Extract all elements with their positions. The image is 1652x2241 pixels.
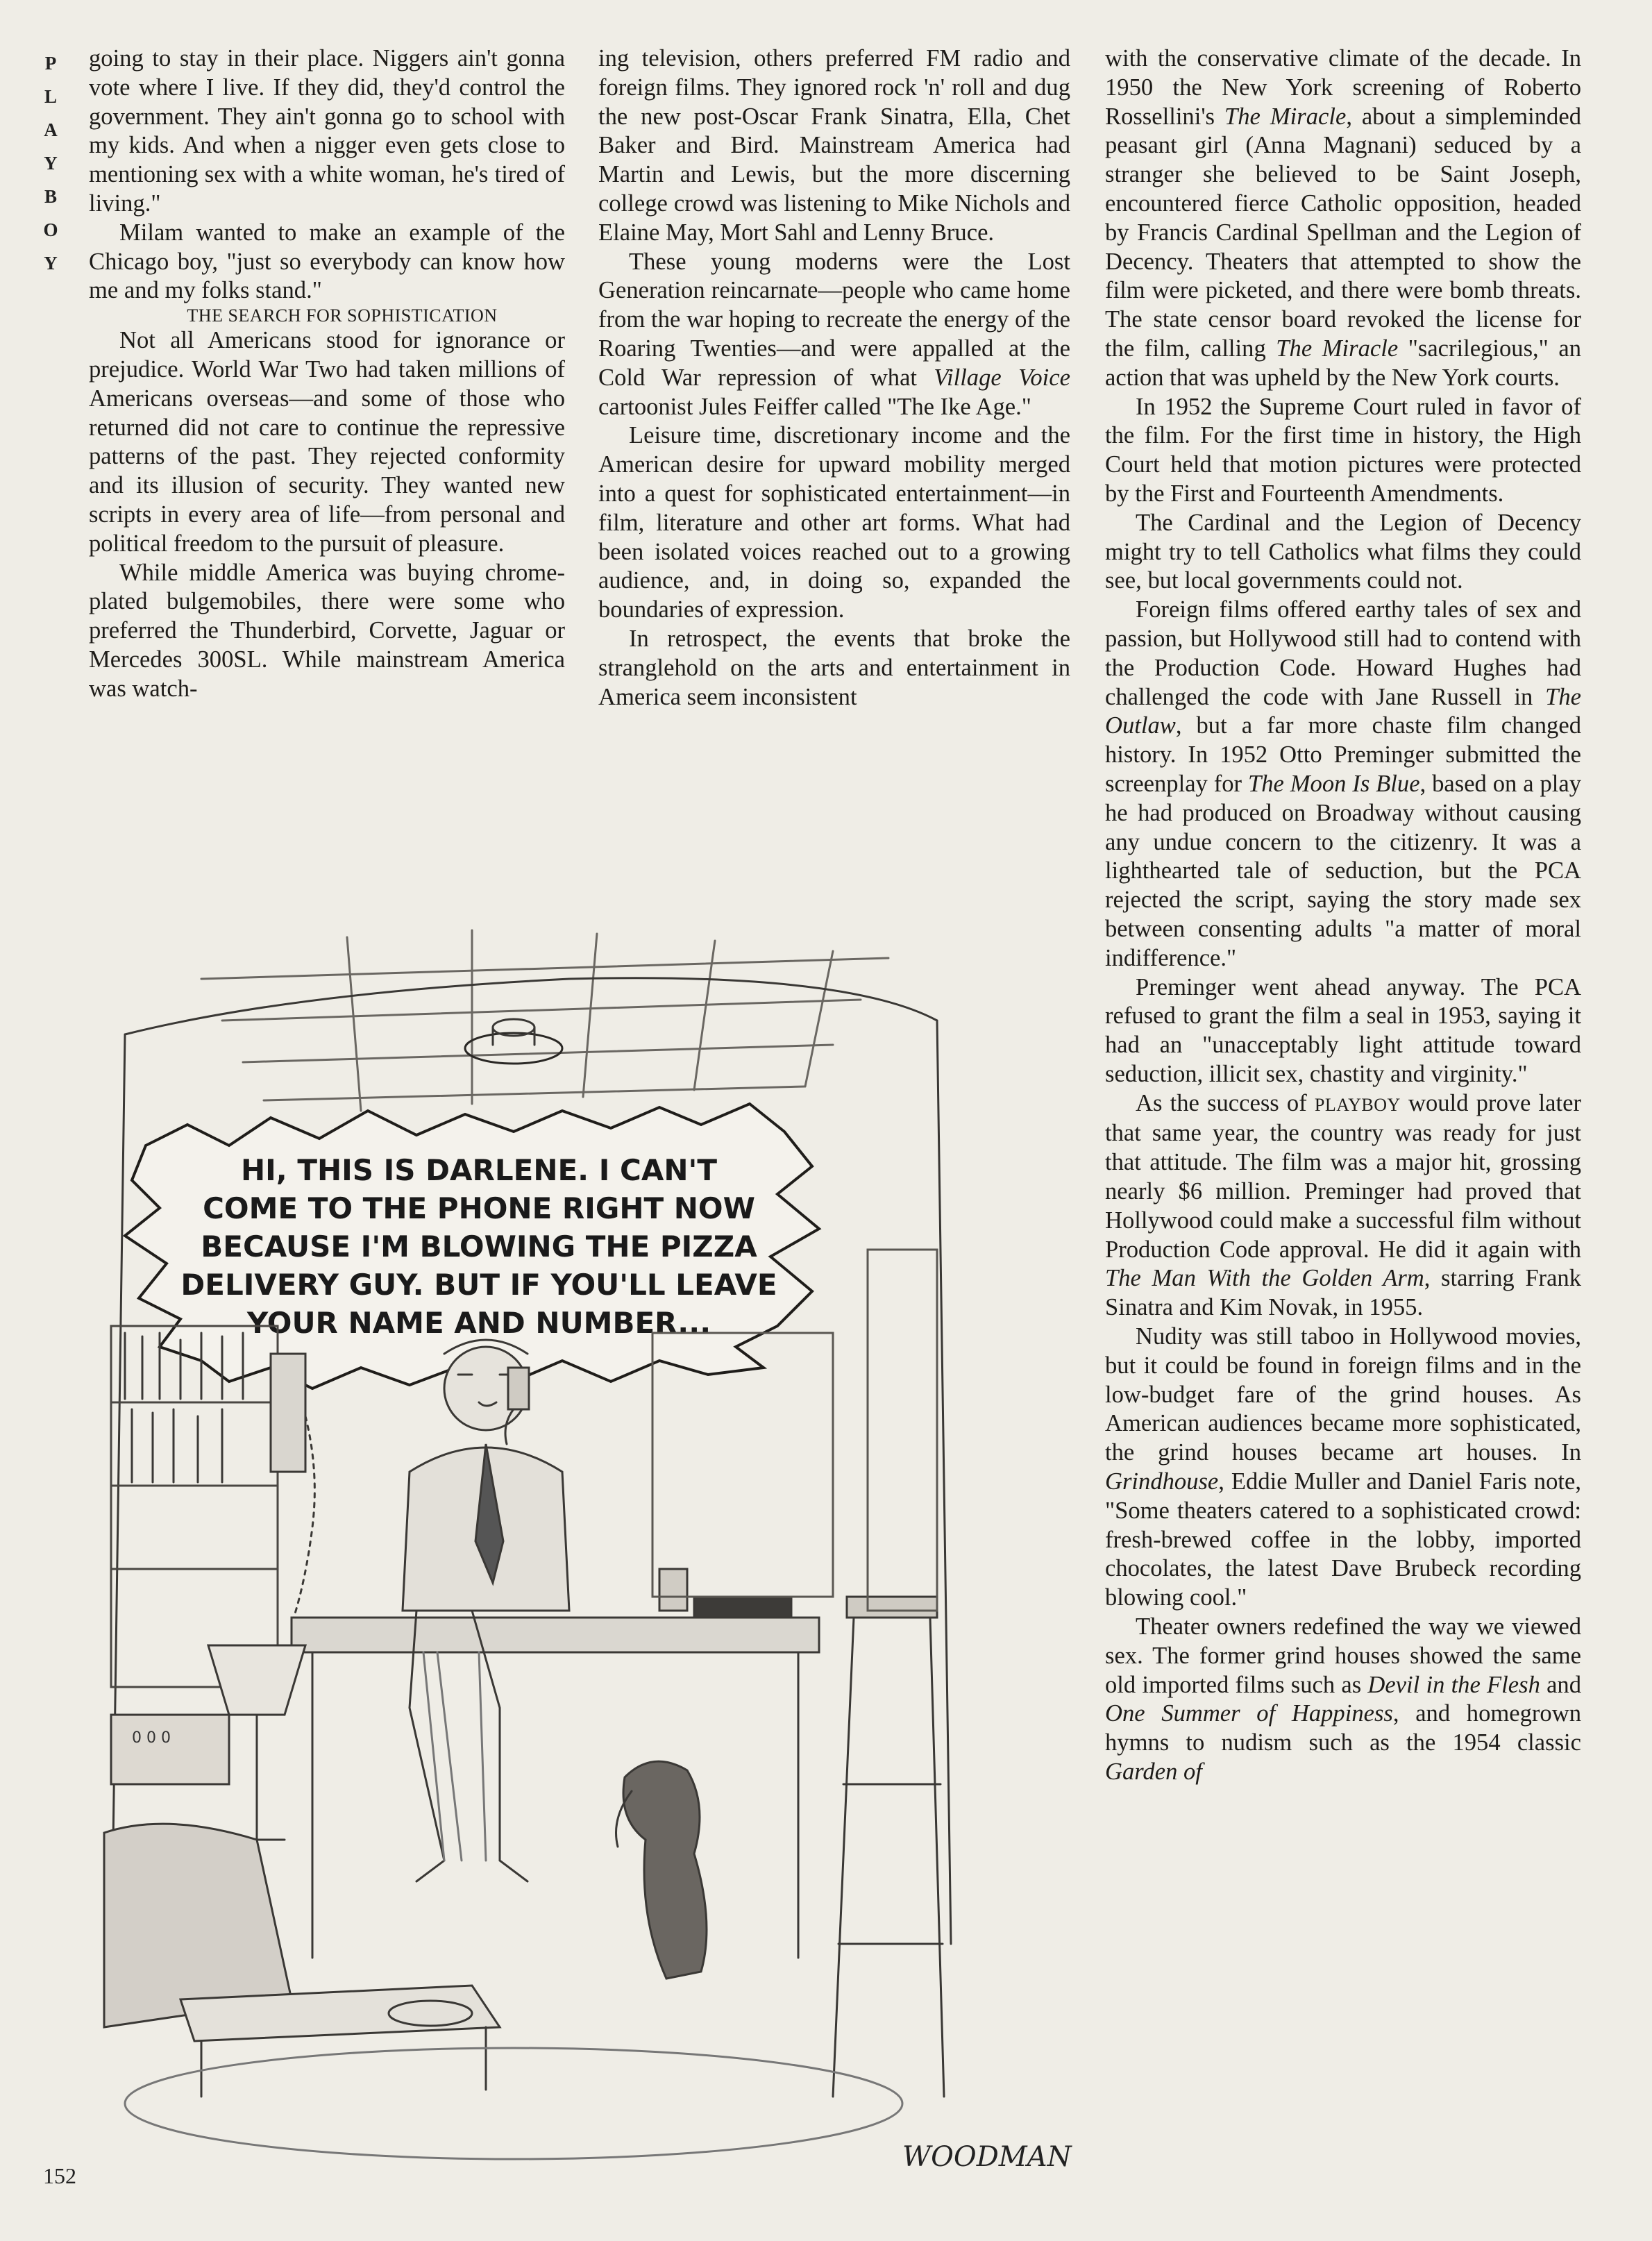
masthead-letter: L (44, 86, 57, 107)
text-run: , but a far more chaste film changed history. In 1952 Otto Preminger submitted the screenplay for (1105, 712, 1581, 797)
paragraph: While middle America was buying chrome-plated bulgemobiles, there were some who preferred the Thunderbird, Corvette, Jaguar or Mercedes 300SL. While mainstream America was watch- (89, 559, 565, 702)
playboy-masthead (40, 54, 61, 287)
paragraph (1105, 1613, 1581, 1787)
cartoon-illustration (83, 916, 1076, 2187)
paragraph (1105, 596, 1581, 973)
text-run: would prove later that same year, the country was ready for just that attitude. The film was a major hit, grossing nearly $6 million. Preminger had proved that Hollywood could make a successful film without Production Code approval. He did it again with (1105, 1089, 1581, 1263)
paragraph: The Cardinal and the Legion of Decency might try to tell Catholics what films they could see, but local governments could not. (1105, 509, 1581, 594)
text-italic: Garden of (1105, 1759, 1202, 1786)
text-run: Foreign films offered earthy tales of sex and passion, but Hollywood still had to contend with the Production Code. Howard Hughes had challenged the code with Jane Russell in (1105, 596, 1581, 710)
text-italic: The Moon Is Blue (1247, 770, 1420, 797)
masthead-letter: O (43, 219, 58, 240)
column-3 (1105, 44, 1581, 1787)
caption-line: COME TO THE PHONE RIGHT NOW (203, 1191, 755, 1225)
masthead-letter: P (44, 53, 57, 74)
caption-line: HI, THIS IS DARLENE. I CAN'T (241, 1153, 717, 1187)
text-run: As the success of (1136, 1089, 1315, 1116)
column-2 (598, 44, 1070, 712)
artist-signature: WOODMAN (902, 2141, 1072, 2173)
text-run: with the conservative climate of the decade. In 1950 the New York screening of Roberto Rossellini's (1105, 45, 1581, 130)
page-number: 152 (43, 2163, 76, 2188)
masthead-letter: Y (44, 153, 58, 174)
paragraph (1105, 1323, 1581, 1613)
text-run: , starring Frank Sinatra and Kim Novak, in 1955. (1105, 1265, 1581, 1321)
text-run: cartoonist Jules Feiffer called "The Ike Age." (598, 393, 1031, 420)
text-smallcaps: PLAYBOY (1314, 1094, 1401, 1115)
masthead-letter: B (44, 186, 57, 207)
text-run: Nudity was still taboo in Hollywood movies, but it could be found in foreign films and in the low-budget fare of the grind houses. As American audiences became more sophisticated, the grind houses became art houses. In (1105, 1323, 1581, 1466)
text-run: "sacrilegious," an action that was upheld by the New York courts. (1105, 335, 1581, 391)
caption-line: BECAUSE I'M BLOWING THE PIZZA (201, 1229, 757, 1264)
text-italic: One Summer of Happiness (1105, 1700, 1393, 1727)
text-italic: The Man With the Golden Arm (1105, 1265, 1424, 1292)
text-italic: Village Voice (934, 364, 1070, 391)
paragraph: In 1952 the Supreme Court ruled in favor of the film. For the first time in history, the High Court held that motion pictures were protected by the First and Fourteenth Amendments. (1105, 393, 1581, 507)
paragraph: Preminger went ahead anyway. The PCA refused to grant the film a seal in 1953, saying it had an "unacceptably light attitude toward seduction, illicit sex, chastity and virginity." (1105, 973, 1581, 1087)
text-run: These young moderns were the Lost Generation reincarnate—people who came home from the war hoping to recreate the energy of the Roaring Twenties—and were appalled at the Cold War repression of what (598, 248, 1070, 391)
caption-line: YOUR NAME AND NUMBER... (246, 1306, 711, 1340)
masthead-letter: A (44, 119, 58, 140)
paragraph (1105, 44, 1581, 393)
text-run: and (1540, 1671, 1581, 1698)
paragraph (598, 248, 1070, 422)
text-run: , based on a play he had produced on Broadway without causing any undue concern to the citizenry. It was a lighthearted tale of seduction, but the PCA rejected the script, saying the story made sex between consenting adults "a matter of moral indifference." (1105, 770, 1582, 971)
radio-label: 0 0 0 (132, 1729, 171, 1747)
paragraph: In retrospect, the events that broke the stranglehold on the arts and entertainment in America seem inconsistent (598, 625, 1070, 710)
text-run: Theater owners redefined the way we viewed sex. The former grind houses showed the same old imported films such as (1105, 1613, 1581, 1698)
paragraph: Milam wanted to make an example of the Chicago boy, "just so everybody can know how me and my folks stand." (89, 219, 565, 304)
section-subhead: THE SEARCH FOR SOPHISTICATION (187, 305, 498, 326)
text-run: , Eddie Muller and Daniel Faris note, "Some theaters catered to a sophisticated crowd: fresh-brewed coffee in the lobby, imported chocolates, the latest Dave Brubeck recording blowing cool." (1105, 1468, 1581, 1611)
paragraph (1105, 1089, 1581, 1323)
text-italic: The Miracle (1276, 335, 1399, 362)
caption-line: DELIVERY GUY. BUT IF YOU'LL LEAVE (180, 1268, 777, 1302)
masthead-letter: Y (44, 253, 58, 274)
text-italic: The Outlaw (1105, 683, 1581, 739)
column-1 (89, 44, 565, 704)
paragraph: Leisure time, discretionary income and the American desire for upward mobility merged into a quest for sophisticated entertainment—in film, literature and other art forms. What had been isolated voices reached out to a growing audience, and, in doing so, expanded the boundaries of expression. (598, 422, 1070, 623)
text-italic: The Miracle (1224, 103, 1347, 130)
text-run: , about a simpleminded peasant girl (Anna Magnani) seduced by a stranger she believed to be Saint Joseph, encountered fierce Catholic opposition, headed by Francis Cardinal Spellman and the Legion of Decency. Theaters that attempted to show the film were picketed, and there were bomb threats. The state censor board revoked the license for the film, calling (1105, 103, 1581, 362)
paragraph: going to stay in their place. Niggers ain't gonna vote where I live. If they did, they'd control the government. They ain't gonna go to school with my kids. And when a nigger even gets close to mentioning sex with a white woman, he's tired of living." (89, 45, 565, 217)
paragraph: ing television, others preferred FM radio and foreign films. They ignored rock 'n' roll and dug the new post-Oscar Frank Sinatra, Ella, Chet Baker and Bird. Mainstream America had Martin and Lewis, but the more discerning college crowd was listening to Mike Nichols and Elaine May, Mort Sahl and Lenny Bruce. (598, 45, 1070, 246)
text-run: , and homegrown hymns to nudism such as the 1954 classic (1105, 1700, 1581, 1756)
text-italic: Devil in the Flesh (1367, 1671, 1540, 1698)
cartoon-drawing (83, 916, 1076, 2187)
text-italic: Grindhouse (1105, 1468, 1219, 1495)
paragraph: Not all Americans stood for ignorance or prejudice. World War Two had taken millions of Americans overseas—and some of those who returned did not care to continue the repressive patterns of the past. They rejected conformity and its illusion of security. They wanted new scripts in every area of life—from personal and political freedom to the pursuit of pleasure. (89, 327, 565, 557)
